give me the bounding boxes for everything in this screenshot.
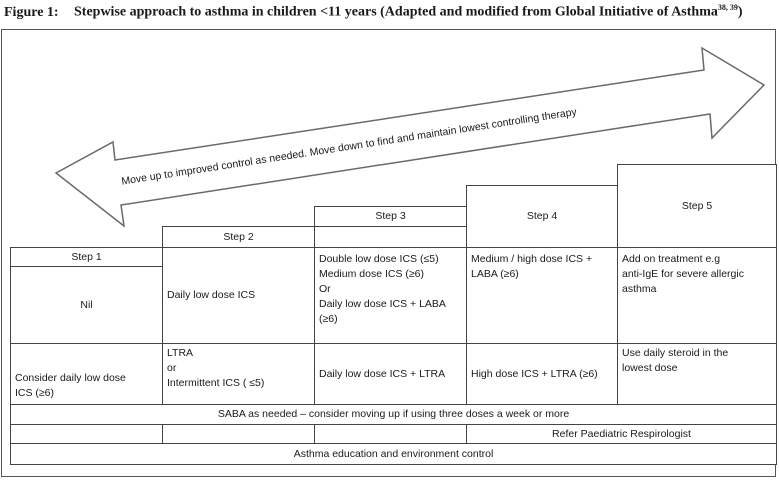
step2-row1 [162,247,315,344]
step1-row2-line-1: Consider daily low dose [15,372,126,384]
refer-row-empty-1 [10,424,163,444]
saba-row [10,404,777,425]
step3-row2 [314,343,467,405]
step3-header-label: Step 3 [375,210,406,222]
step4-row2 [466,343,618,405]
step3-header-spacer [314,226,467,248]
step2-row2 [162,343,315,405]
figure-label: Figure 1: [4,4,59,20]
education-row [10,443,777,465]
step3-row1-line-3: Or [319,283,331,295]
step5-header-label: Step 5 [681,199,713,212]
refer-text: Refer Paediatric Respirologist [552,427,691,440]
step5-row1-line-1: Add on treatment e.g [622,253,721,265]
step5-row2-line-2: lowest dose [622,362,678,374]
step1-row1-line: Nil [80,298,93,311]
refer-row-empty-2 [162,424,315,444]
step1-header [10,247,163,267]
step3-row1-line-2: Medium dose ICS (≥6) [319,268,424,280]
step4-row2-line: High dose ICS + LTRA (≥6) [471,367,598,380]
step5-row2-line-1: Use daily steroid in the [622,347,729,359]
step3-row1-line-1: Double low dose ICS (≤5) [319,253,439,265]
step1-row2-line-2: ICS (≥6) [15,387,55,399]
step2-row1-line: Daily low dose ICS [167,289,256,301]
step4-header [466,185,618,248]
education-text: Asthma education and environment control [293,447,494,460]
step5-row2 [617,343,777,405]
step4-row1-line-2: LABA (≥6) [471,268,519,280]
saba-text: SABA as needed – consider moving up if using three doses a week or more [217,408,570,420]
step4-row1 [466,247,618,344]
step4-row1-line-1: Medium / high dose ICS + [471,253,593,265]
step3-row1 [314,247,467,344]
step5-header [617,164,777,248]
step3-row2-line: Daily low dose ICS + LTRA [319,367,446,380]
figure-caption-close: ) [737,4,743,20]
step2-row2-line-2: or [167,362,177,374]
step2-header [162,226,315,248]
step3-header [314,206,467,227]
step5-row1-line-2: anti-IgE for severe allergic [622,268,744,280]
figure-references: 38, 39 [717,3,738,12]
step2-row2-line-1: LTRA [167,347,194,359]
step3-row1-line-4: Daily low dose ICS + LABA [319,298,446,310]
step1-row1 [10,266,163,344]
arrow-label: Move up to improved control as needed. Move down to find and maintain lowest controlling therapy [120,106,578,188]
step5-row1-line-3: asthma [622,283,657,295]
step1-row2 [10,343,163,405]
step4-header-label: Step 4 [526,210,558,222]
step1-header-label: Step 1 [71,250,102,263]
refer-row [466,424,777,444]
step5-row1 [617,247,777,344]
refer-row-empty-3 [314,424,467,444]
step3-row1-line-5: (≥6) [319,313,338,325]
step2-header-label: Step 2 [223,230,254,243]
step2-row2-line-3: Intermittent ICS ( ≤5) [167,377,265,389]
figure-caption: Stepwise approach to asthma in children <11 years (Adapted and modified from Global Initiative of Asthma [74,4,718,20]
